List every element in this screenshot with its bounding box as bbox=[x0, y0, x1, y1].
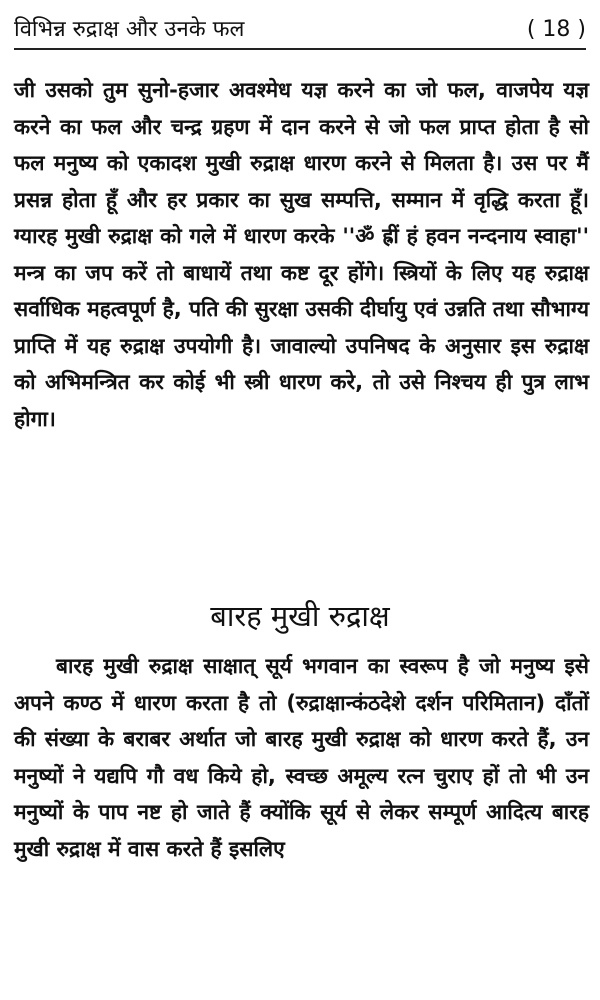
body-text bbox=[14, 72, 589, 437]
running-title: विभिन्न रुद्राक्ष और उनके फल bbox=[14, 17, 245, 42]
paragraph: जी उसको तुम सुनो-हजार अवश्मेध यज्ञ करने का जो फल, वाजपेय यज्ञ करने का फल और चन्द्र ग्रहण में दान करने से जो फल प्राप्त होता है सो फल मनुष्य को एकादश मुखी रुद्राक्ष धारण करने से मिलता है। उस पर मैं प्रसन्न होता हूँ और हर प्रकार का सुख सम्पत्ति, सम्मान में वृद्धि करता हूँ। ग्यारह मुखी रुद्राक्ष को गले में धारण करके ''ॐ ह्रीं हं हवन नन्दनाय स्वाहा'' मन्त्र का जप करें तो बाधायें तथा कष्ट दूर होंगे। स्त्रियों के लिए यह रुद्राक्ष सर्वाधिक महत्वपूर्ण है, पति की सुरक्षा उसकी दीर्घायु एवं उन्नति तथा सौभाग्य प्राप्ति में यह रुद्राक्ष उपयोगी है। जावाल्यो उपनिषद के अनुसार इस रुद्राक्ष को अभिमन्त्रित कर कोई भी स्त्री धारण करे, तो उसे निश्चय ही पुत्र लाभ होगा। bbox=[14, 78, 589, 431]
section-body-text bbox=[14, 648, 589, 867]
page-number: ( 18 ) bbox=[526, 17, 586, 42]
section-heading: बारह मुखी रुद्राक्ष bbox=[210, 599, 390, 633]
section-paragraph: बारह मुखी रुद्राक्ष साक्षात् सूर्य भगवान का स्वरूप है जो मनुष्य इसे अपने कण्ठ में धारण करता है तो (रुद्राक्षान्कंठदेशे दर्शन परिमितान) दाँतों की संख्या के बराबर अर्थात जो बारह मुखी रुद्राक्ष को धारण करते हैं, उन मनुष्यों ने यद्यपि गौ वध किये हो, स्वच्छ अमूल्य रत्न चुराए हों तो भी उन मनुष्यों के पाप नष्ट हो जाते हैं क्योंकि सूर्य से लेकर सम्पूर्ण आदित्य बारह मुखी रुद्राक्ष में वास करते हैं इसलिए bbox=[14, 654, 589, 861]
page-header bbox=[14, 14, 586, 50]
